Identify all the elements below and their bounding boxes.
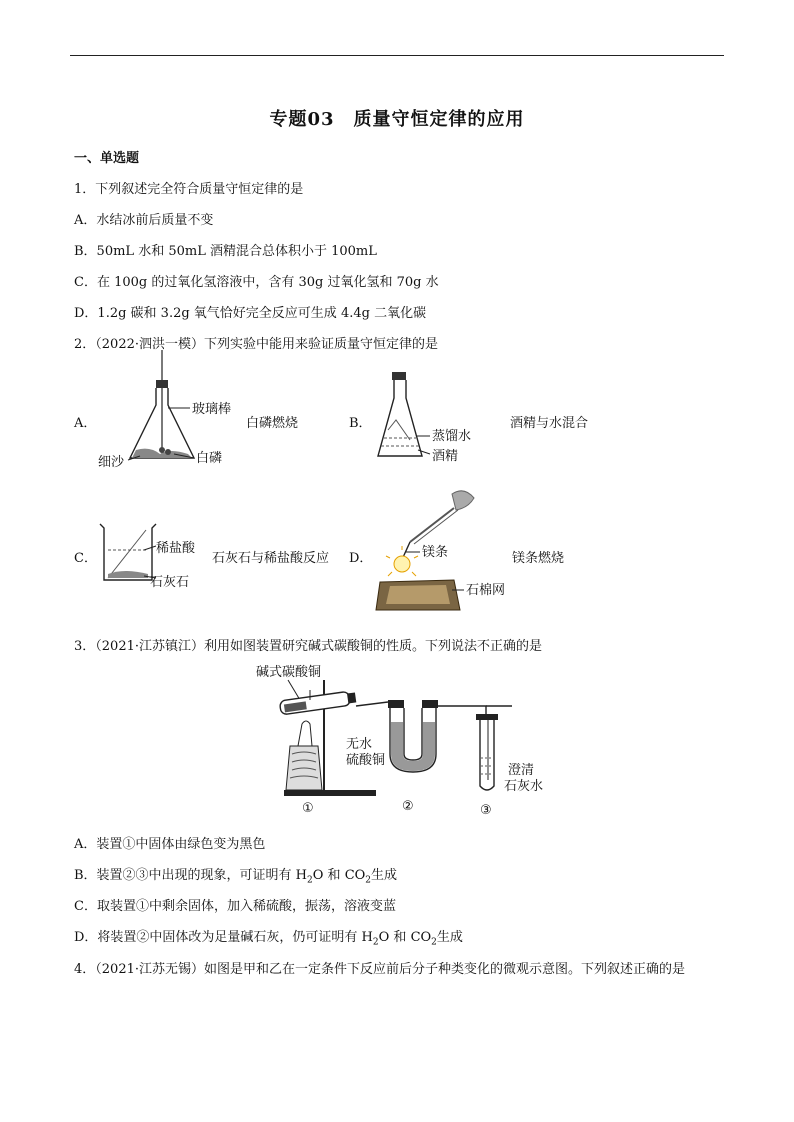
- flask-alcohol-water-figure: [370, 370, 510, 470]
- beaker-limestone-figure: [94, 522, 214, 592]
- question-3-option-c: C．取装置①中剩余固体，加入稀硫酸，振荡，溶液变蓝: [74, 899, 396, 914]
- label-anhydrous: 无水: [346, 737, 373, 752]
- label-distilled-water: 蒸馏水: [432, 429, 472, 444]
- label-fine-sand: 细沙: [98, 455, 125, 470]
- header-rule: [70, 55, 724, 56]
- question-1-option-c: C．在 100g 的过氧化氢溶液中，含有 30g 过氧化氢和 70g 水: [74, 275, 439, 290]
- question-2-option-b-caption: 酒精与水混合: [510, 416, 589, 431]
- label-apparatus-3: ③: [480, 803, 492, 818]
- question-3-stem: 3．（2021·江苏镇江）利用如图装置研究碱式碳酸铜的性质。下列说法不正确的是: [74, 639, 542, 654]
- label-glass-rod: 玻璃棒: [192, 402, 232, 417]
- page-title: 专题03 质量守恒定律的应用: [269, 109, 525, 130]
- question-1-option-d: D．1.2g 碳和 3.2g 氧气恰好完全反应可生成 4.4g 二氧化碳: [74, 306, 427, 321]
- label-clear: 澄清: [508, 763, 535, 778]
- label-dilute-hcl: 稀盐酸: [156, 541, 196, 556]
- question-2-option-c-letter: C．: [74, 551, 97, 566]
- question-2-option-a-caption: 白磷燃烧: [246, 416, 299, 431]
- question-2-stem: 2．（2022·泗洪一模）下列实验中能用来验证质量守恒定律的是: [74, 337, 438, 352]
- question-3-option-a: A．装置①中固体由绿色变为黑色: [74, 837, 266, 852]
- question-2-option-a-letter: A．: [74, 416, 97, 431]
- question-3-option-d: D．将装置②中固体改为足量碱石灰，仍可证明有 $H_2O$ 和 $CO_2$生成: [74, 930, 463, 948]
- question-3-option-b: B．装置②③中出现的现象，可证明有 $H_2O$ 和 $CO_2$生成: [74, 868, 398, 886]
- label-basic-copper-carbonate: 碱式碳酸铜: [256, 665, 322, 680]
- question-1-stem: 1．下列叙述完全符合质量守恒定律的是: [74, 182, 304, 197]
- label-copper-sulfate: 硫酸铜: [346, 753, 386, 768]
- section-heading: 一、单选题: [74, 151, 140, 166]
- question-2-option-d-letter: D．: [349, 551, 373, 566]
- label-asbestos-net: 石棉网: [466, 583, 506, 598]
- question-1-option-b: B．50mL 水和 50mL 酒精混合总体积小于 100mL: [74, 244, 377, 259]
- flask-white-phosphorus-figure: [90, 350, 250, 470]
- question-4-stem: 4．（2021·江苏无锡）如图是甲和乙在一定条件下反应前后分子种类变化的微观示意图。下列叙述正确的是: [74, 962, 685, 977]
- question-1-option-a: A．水结冰前后质量不变: [74, 213, 214, 228]
- basic-copper-carbonate-apparatus: [250, 662, 560, 820]
- question-2-option-b-letter: B．: [349, 416, 372, 431]
- label-limestone: 石灰石: [150, 575, 190, 590]
- label-white-phosphorus: 白磷: [196, 451, 223, 466]
- question-2-option-d-caption: 镁条燃烧: [512, 551, 565, 566]
- label-apparatus-2: ②: [402, 799, 414, 814]
- label-magnesium-ribbon: 镁条: [422, 545, 449, 560]
- label-alcohol: 酒精: [432, 449, 459, 464]
- question-2-option-c-caption: 石灰石与稀盐酸反应: [212, 551, 330, 566]
- label-limewater: 石灰水: [504, 779, 544, 794]
- label-apparatus-1: ①: [302, 801, 314, 816]
